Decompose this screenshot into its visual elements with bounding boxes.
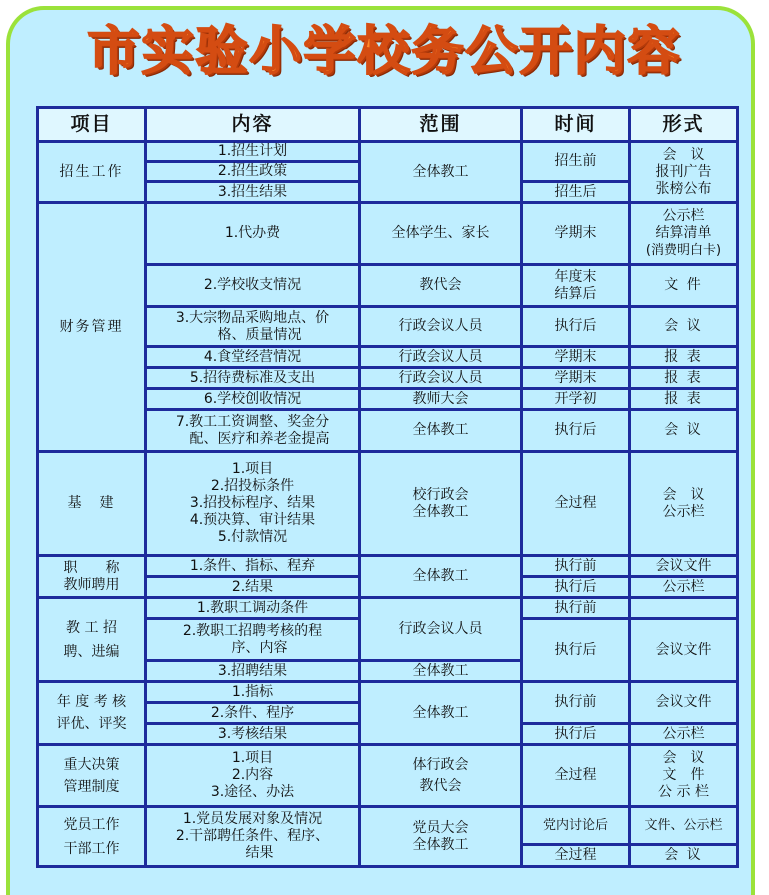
project-line: 聘、进编 <box>63 643 120 660</box>
scope-line: 全体教工 <box>412 503 469 520</box>
scope-cell: 全体教工 <box>360 142 522 203</box>
form-cell: 报 表 <box>630 389 738 410</box>
form-line: 公示栏 <box>662 208 705 224</box>
table-row <box>38 556 738 577</box>
header-scope: 范围 <box>360 108 522 142</box>
project-line: 职 称 <box>63 559 120 576</box>
scope-cell: 全体教工 <box>360 682 522 745</box>
content-line: 2.教职工招聘考核的程 <box>182 622 323 639</box>
table-row <box>38 203 738 265</box>
content-line: 7.教工工资调整、奖金分 <box>175 413 330 430</box>
time-cell: 执行后 <box>522 619 630 682</box>
form-line: 公示栏 <box>662 503 705 520</box>
content-line: 格、质量情况 <box>217 326 302 343</box>
content-line: 配、医疗和养老金提高 <box>189 430 330 447</box>
table-row <box>38 745 738 807</box>
time-cell: 执行前 <box>522 682 630 724</box>
disclosure-table <box>36 106 739 868</box>
form-cell: 会议文件 <box>630 619 738 682</box>
project-cell <box>38 598 146 682</box>
scope-line: 体行政会 <box>412 756 469 773</box>
scope-cell: 全体学生、家长 <box>360 203 522 265</box>
content-cell: 1.教职工调动条件 <box>146 598 360 619</box>
content-line: 1.项目 <box>231 461 274 477</box>
form-cell: 公示栏 <box>630 724 738 745</box>
scope-cell: 行政会议人员 <box>360 347 522 368</box>
project-line: 年 度 考 核 <box>56 694 127 710</box>
time-cell: 全过程 <box>522 845 630 867</box>
scope-cell: 行政会议人员 <box>360 307 522 347</box>
project-line: 党员工作 <box>63 816 120 833</box>
time-line: 结算后 <box>554 285 597 302</box>
form-line: 结算清单 <box>655 225 712 241</box>
form-cell <box>630 598 738 619</box>
content-cell: 3.招聘结果 <box>146 661 360 682</box>
time-line: 年度末 <box>554 268 597 285</box>
content-cell <box>146 410 360 452</box>
form-cell: 会议文件 <box>630 682 738 724</box>
time-cell: 招生后 <box>522 182 630 203</box>
time-cell: 学期末 <box>522 368 630 389</box>
form-cell: 报 表 <box>630 347 738 368</box>
time-cell <box>522 265 630 307</box>
scope-cell <box>360 452 522 556</box>
content-cell: 5.招待费标准及支出 <box>146 368 360 389</box>
project-cell: 招生工作 <box>38 142 146 203</box>
content-cell: 2.条件、程序 <box>146 703 360 724</box>
project-line: 干部工作 <box>63 840 120 857</box>
form-cell: 会 议 <box>630 410 738 452</box>
content-cell: 3.考核结果 <box>146 724 360 745</box>
header-content: 内容 <box>146 108 360 142</box>
content-line: 2.内容 <box>231 767 274 783</box>
time-cell: 学期末 <box>522 347 630 368</box>
scope-cell <box>360 807 522 867</box>
content-cell: 2.招生政策 <box>146 162 360 182</box>
project-line: 教 工 招 <box>66 619 117 636</box>
content-line: 1.项目 <box>231 750 274 766</box>
content-line: 4.预决算、审计结果 <box>189 512 316 528</box>
content-line: 2.招投标条件 <box>210 478 295 494</box>
content-line: 结果 <box>245 845 274 861</box>
table-row <box>38 142 738 162</box>
header-form: 形式 <box>630 108 738 142</box>
header-project: 项目 <box>38 108 146 142</box>
form-cell: 文件、公示栏 <box>630 807 738 845</box>
content-cell: 4.食堂经营情况 <box>146 347 360 368</box>
form-line: 报刊广告 <box>655 163 712 180</box>
content-line: 3.招投标程序、结果 <box>189 495 316 511</box>
form-line: 会 议 <box>662 750 705 766</box>
project-cell <box>38 745 146 807</box>
scope-cell: 全体教工 <box>360 556 522 598</box>
form-cell <box>630 142 738 203</box>
time-cell: 全过程 <box>522 452 630 556</box>
scope-cell <box>360 745 522 807</box>
scope-line: 全体教工 <box>412 836 469 853</box>
time-cell: 执行后 <box>522 724 630 745</box>
content-cell: 1.代办费 <box>146 203 360 265</box>
table-row <box>38 452 738 556</box>
scope-cell: 行政会议人员 <box>360 368 522 389</box>
content-cell <box>146 745 360 807</box>
project-cell <box>38 682 146 745</box>
form-cell: 公示栏 <box>630 577 738 598</box>
content-cell <box>146 452 360 556</box>
content-cell: 3.招生结果 <box>146 182 360 203</box>
content-cell: 6.学校创收情况 <box>146 389 360 410</box>
time-cell: 招生前 <box>522 142 630 182</box>
scope-cell: 全体教工 <box>360 661 522 682</box>
content-line: 3.大宗物品采购地点、价 <box>175 309 330 326</box>
form-cell: 文 件 <box>630 265 738 307</box>
project-cell: 财务管理 <box>38 203 146 452</box>
table-header-row <box>38 108 738 142</box>
time-cell: 执行前 <box>522 556 630 577</box>
project-cell: 基 建 <box>38 452 146 556</box>
content-line: 5.付款情况 <box>217 529 288 545</box>
content-cell <box>146 807 360 867</box>
scope-line: 党员大会 <box>412 819 469 836</box>
project-cell <box>38 556 146 598</box>
content-line: 3.途径、办法 <box>210 784 295 800</box>
form-line: (消费明白卡) <box>645 243 722 258</box>
content-cell <box>146 619 360 661</box>
time-cell: 党内讨论后 <box>522 807 630 845</box>
time-cell: 开学初 <box>522 389 630 410</box>
project-line: 教师聘用 <box>63 576 120 593</box>
scope-cell: 教代会 <box>360 265 522 307</box>
content-cell <box>146 307 360 347</box>
content-cell: 1.指标 <box>146 682 360 703</box>
table-row <box>38 598 738 619</box>
time-cell: 学期末 <box>522 203 630 265</box>
project-line: 管理制度 <box>63 778 120 795</box>
content-line: 序、内容 <box>231 639 288 656</box>
form-line: 文 件 <box>662 767 705 783</box>
content-cell: 2.结果 <box>146 577 360 598</box>
time-cell: 执行前 <box>522 598 630 619</box>
time-cell: 执行后 <box>522 410 630 452</box>
content-cell: 1.招生计划 <box>146 142 360 162</box>
table-row <box>38 807 738 845</box>
content-line: 1.党员发展对象及情况 <box>182 811 323 827</box>
project-cell <box>38 807 146 867</box>
form-cell <box>630 745 738 807</box>
form-line: 公 示 栏 <box>658 784 709 800</box>
form-cell <box>630 452 738 556</box>
form-line: 会 议 <box>662 146 705 163</box>
scope-cell: 教师大会 <box>360 389 522 410</box>
scope-line: 校行政会 <box>412 486 469 503</box>
scope-cell: 行政会议人员 <box>360 598 522 661</box>
content-line: 2.干部聘任条件、程序、 <box>175 828 330 844</box>
form-line: 会 议 <box>662 486 705 503</box>
form-cell: 报 表 <box>630 368 738 389</box>
content-cell: 1.条件、指标、程弃 <box>146 556 360 577</box>
content-cell: 2.学校收支情况 <box>146 265 360 307</box>
time-cell: 执行后 <box>522 307 630 347</box>
scope-line: 教代会 <box>419 777 462 794</box>
form-cell: 会 议 <box>630 307 738 347</box>
table-row <box>38 682 738 703</box>
scope-cell: 全体教工 <box>360 410 522 452</box>
time-cell: 全过程 <box>522 745 630 807</box>
form-cell: 会 议 <box>630 845 738 867</box>
time-cell: 执行后 <box>522 577 630 598</box>
project-line: 评优、评奖 <box>56 716 127 732</box>
form-line: 张榜公布 <box>655 180 712 197</box>
form-cell: 会议文件 <box>630 556 738 577</box>
form-cell <box>630 203 738 265</box>
header-time: 时间 <box>522 108 630 142</box>
page-title: 市实验小学校务公开内容 <box>87 22 682 82</box>
project-line: 重大决策 <box>63 756 120 773</box>
